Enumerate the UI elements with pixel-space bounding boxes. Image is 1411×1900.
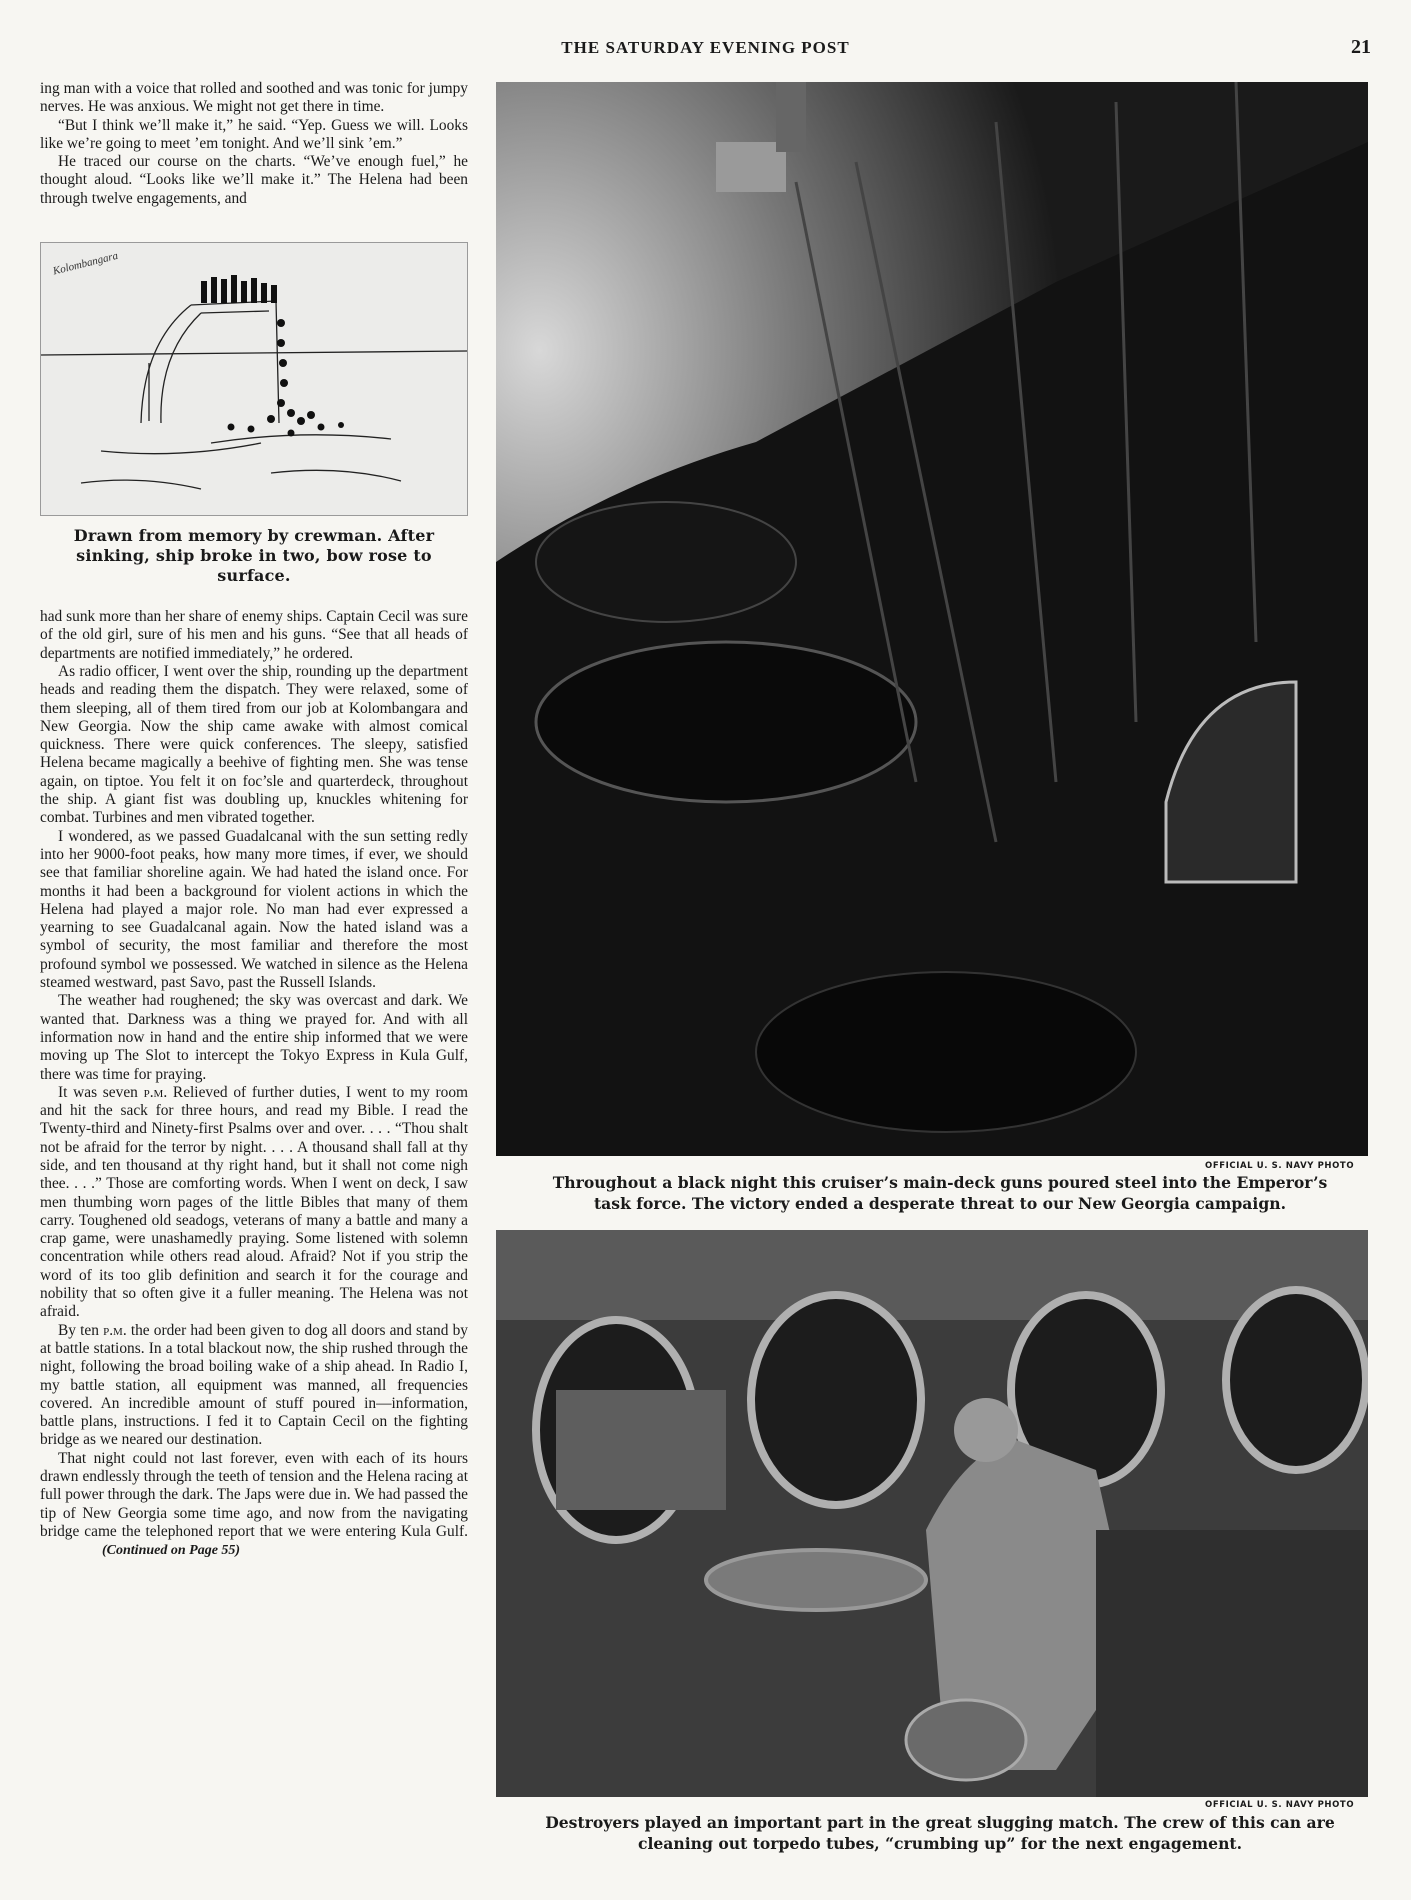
torpedo-photo-image (496, 1230, 1368, 1797)
paragraph (40, 1322, 468, 1450)
page-number: 21 (1351, 36, 1371, 58)
paragraph: The weather had roughened; the sky was overcast and dark. We wanted that. Darkness was a thing we prayed for. And with all information now in hand and the entire ship informed that we were moving up The Slot to intercept the Tokyo Express in Kula Gulf, there was time for praying. (40, 992, 468, 1083)
paragraph: ing man with a voice that rolled and soothed and was tonic for jumpy nerves. He was anxious. We might not get there in time. (40, 80, 468, 116)
paragraph: “But I think we’ll make it,” he said. “Yep. Guess we will. Looks like we’re going to meet ’em tonight. And we’ll sink ’em.” (40, 116, 468, 152)
photo-credit: OFFICIAL U. S. NAVY PHOTO (1205, 1161, 1355, 1171)
text-run: the order had been given to dog all doors and stand by at battle stations. In a total blackout now, the ship rushed through the night, following the broad boiling wake of a ship ahead. In Radio I, my battle station, all equipment was manned, all frequencies covered. An incredible amount of stuff poured in—information, battle plans, instructions. I fed it to Captain Cecil on the fighting bridge as we neared our destination. (40, 1321, 468, 1449)
cruiser-guns-photo (496, 82, 1368, 1156)
sketch-drawing (41, 243, 467, 515)
magazine-title: THE SATURDAY EVENING POST (561, 38, 850, 57)
torpedo-tubes-photo (496, 1230, 1368, 1797)
photo-caption: Throughout a black night this cruiser’s main-deck guns poured steel into the Emperor’s task force. The victory ended a desperate threat to our New Georgia campaign. (552, 1173, 1328, 1213)
paragraph: He traced our course on the charts. “We’ve enough fuel,” he thought aloud. “Looks like we’ll make it.” The Helena had been through twelve engagements, and (40, 153, 468, 207)
photo-caption: Destroyers played an important part in the great slugging match. The crew of this can are cleaning out torpedo tubes, “crumbing up” for the next engagement. (545, 1813, 1335, 1853)
text-run: That night could not last forever, even with each of its hours drawn endlessly through the teeth of tension and the Helena racing at full power through the dark. The Japs were due in. We had passed the tip of New Georgia some time ago, and now from the navigating bridge came the telephoned report that we were entering Kula Gulf. (40, 1449, 468, 1540)
cruiser-photo-image (496, 82, 1368, 1156)
paragraph: had sunk more than her share of enemy ships. Captain Cecil was sure of the old girl, sure of his men and his guns. “See that all heads of departments are notified immediately,” he ordered. (40, 608, 468, 662)
text-run: By ten (58, 1321, 104, 1339)
paragraph (40, 1084, 468, 1322)
paragraph (40, 1450, 468, 1561)
paragraph: I wondered, as we passed Guadalcanal with the sun setting redly into her 9000-foot peaks, how many more times, if ever, we should see that familiar shoreline again. We had hated the island once. For months it had been a background for violent actions in which the Helena had played a major role. No man had ever expressed a yearning to see Guadalcanal again. Now the hated island was a symbol of security, the most familiar and therefore the most profound symbol we possessed. We watched in silence as the Helena steamed westward, past Savo, past the Russell Islands. (40, 827, 468, 992)
time-text: p.m. (103, 1321, 127, 1339)
sketch-label: Kolombangara (51, 249, 120, 278)
time-text: p.m. (143, 1083, 168, 1101)
crewman-sketch (40, 242, 468, 516)
text-run: Relieved of further duties, I went to my room and hit the sack for three hours, and read my Bible. I read the Twenty-third and Ninety-first Psalms over and over. . . . “Thou shalt not be afraid for the terror by night. . . . A thousand shall fall at thy side, and ten thousand at thy right hand, but it shall not come nigh thee. . . .” Those are comforting words. When I went on deck, I saw men thumbing worn pages of the little Bibles that many of them carry. Toughened old seadogs, veterans of many a battle and many a crap game, were unashamedly praying. Some listened with solemn concentration while others read aloud. Afraid? Not if you strip the word of its too glib definition and search it for the courage and nobility that so often give it a fuller meaning. The Helena was not afraid. (40, 1083, 468, 1321)
paragraph: As radio officer, I went over the ship, rounding up the department heads and reading them the dispatch. They were relaxed, some of them sleeping, all of them tired from our job at Kolombangara and New Georgia. Now the ship came awake with almost comical quickness. There were quick conferences. The sleepy, satisfied Helena became magically a beehive of fighting men. She was tense again, on tiptoe. You felt it on foc’sle and quarterdeck, throughout the ship. A giant fist was doubling up, knuckles whitening for combat. Turbines and men vibrated together. (40, 662, 468, 827)
photo-credit: OFFICIAL U. S. NAVY PHOTO (1205, 1800, 1355, 1810)
continued-note: (Continued on Page 55) (102, 1543, 241, 1559)
article-column (40, 80, 468, 1561)
sketch-caption: Drawn from memory by crewman. After sinking, ship broke in two, bow rose to surface. (73, 526, 435, 586)
text-run: It was seven (58, 1083, 144, 1101)
